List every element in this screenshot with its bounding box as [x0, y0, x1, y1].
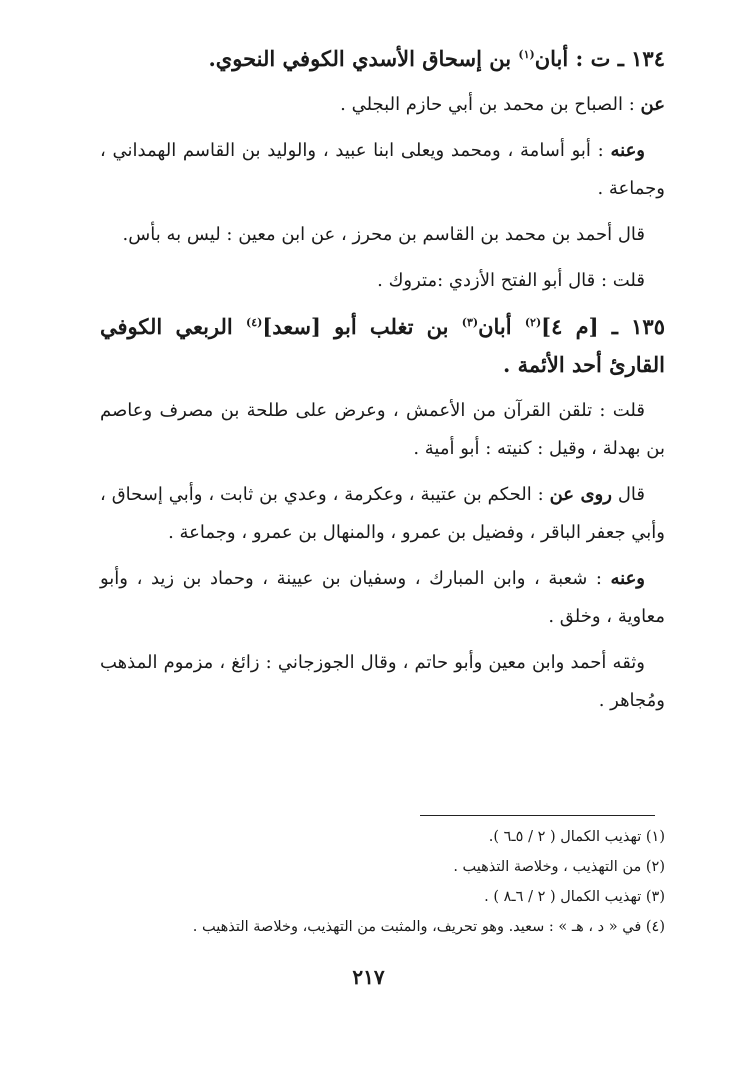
para-text: وثقه أحمد وابن معين وأبو حاتم ، وقال الجوزجاني : زائغ ، مزموم المذهب ومُجاهر . — [100, 652, 665, 711]
lead-word: روى عن — [549, 484, 612, 505]
lead-word: وعنه — [610, 140, 645, 161]
entry-135-title-mid: أبان — [478, 314, 525, 339]
footnote-4: (٤) في « د ، هـ » : سعيد. وهو تحريف، والمثبت من التهذيب، وخلاصة التذهيب . — [192, 919, 665, 935]
para-text: : الحكم بن عتيبة ، وعكرمة ، وعدي بن ثابت ، وأبي إسحاق ، وأبي جعفر الباقر ، وفضيل بن عمرو ، والمنهال بن عمرو ، وجماعة . — [100, 484, 665, 543]
entry-135-teachers — [100, 476, 665, 552]
entry-135-recitation — [100, 392, 665, 468]
lead-word: وعنه — [610, 568, 645, 589]
footnote-1: (١) تهذيب الكمال ( ٢ / ٥ـ٦ ). — [488, 829, 665, 845]
footnote-3: (٣) تهذيب الكمال ( ٢ / ٦ـ٨ ) . — [484, 889, 665, 905]
para-text: قال أحمد بن محمد بن القاسم بن محرز ، عن ابن معين : ليس به بأس. — [122, 224, 645, 245]
footnote-ref-2: (٢) — [524, 316, 542, 329]
para-text: : شعبة ، وابن المبارك ، وسفيان بن عيينة ، وحماد بن زيد ، وأبو معاوية ، وخلق . — [100, 568, 665, 627]
para-text: قلت : تلقن القرآن من الأعمش ، وعرض على طلحة بن مصرف وعاصم بن بهدلة ، وقيل : كنيته : أبو أمية . — [100, 400, 665, 459]
footnote-2: (٢) من التهذيب ، وخلاصة التذهيب . — [453, 859, 665, 875]
entry-135-title-pre: ١٣٥ ـ [م ٤] — [541, 314, 665, 339]
entry-134-title — [100, 40, 665, 78]
footnote-ref-3: (٣) — [461, 316, 479, 329]
lead-word: عن — [640, 94, 665, 115]
para-text: : الصباح بن محمد بن أبي حازم البجلي . — [340, 94, 641, 115]
page-body — [100, 40, 665, 728]
para-text: : أبو أسامة ، ومحمد ويعلى ابنا عبيد ، والوليد بن القاسم الهمداني ، وجماعة . — [100, 140, 665, 199]
entry-134-title-pre: ١٣٤ ـ ت : أبان — [534, 46, 665, 71]
para-text: قلت : قال أبو الفتح الأزدي :متروك . — [377, 270, 645, 291]
footnote-ref-4: (٤) — [245, 316, 263, 329]
entry-134-teachers — [100, 86, 665, 124]
entry-135-grading — [100, 644, 665, 720]
entry-134-azdi — [100, 262, 665, 300]
entry-134-students — [100, 132, 665, 208]
entry-134-ibn-maeen — [100, 216, 665, 254]
entry-135-students — [100, 560, 665, 636]
entry-135-title-post: الربعي الكوفي القارئ أحد الأئمة . — [100, 314, 665, 377]
footnote-divider — [420, 815, 655, 816]
entry-135-title — [100, 308, 665, 384]
para-pre: قال — [611, 484, 645, 505]
footnotes — [95, 822, 665, 942]
entry-135-title-mid2: بن تغلب أبو [سعد] — [262, 314, 462, 339]
footnote-ref-1: (١) — [518, 48, 535, 61]
entry-134-title-post: بن إسحاق الأسدي الكوفي النحوي. — [208, 46, 519, 71]
page-number: ٢١٧ — [352, 965, 385, 989]
